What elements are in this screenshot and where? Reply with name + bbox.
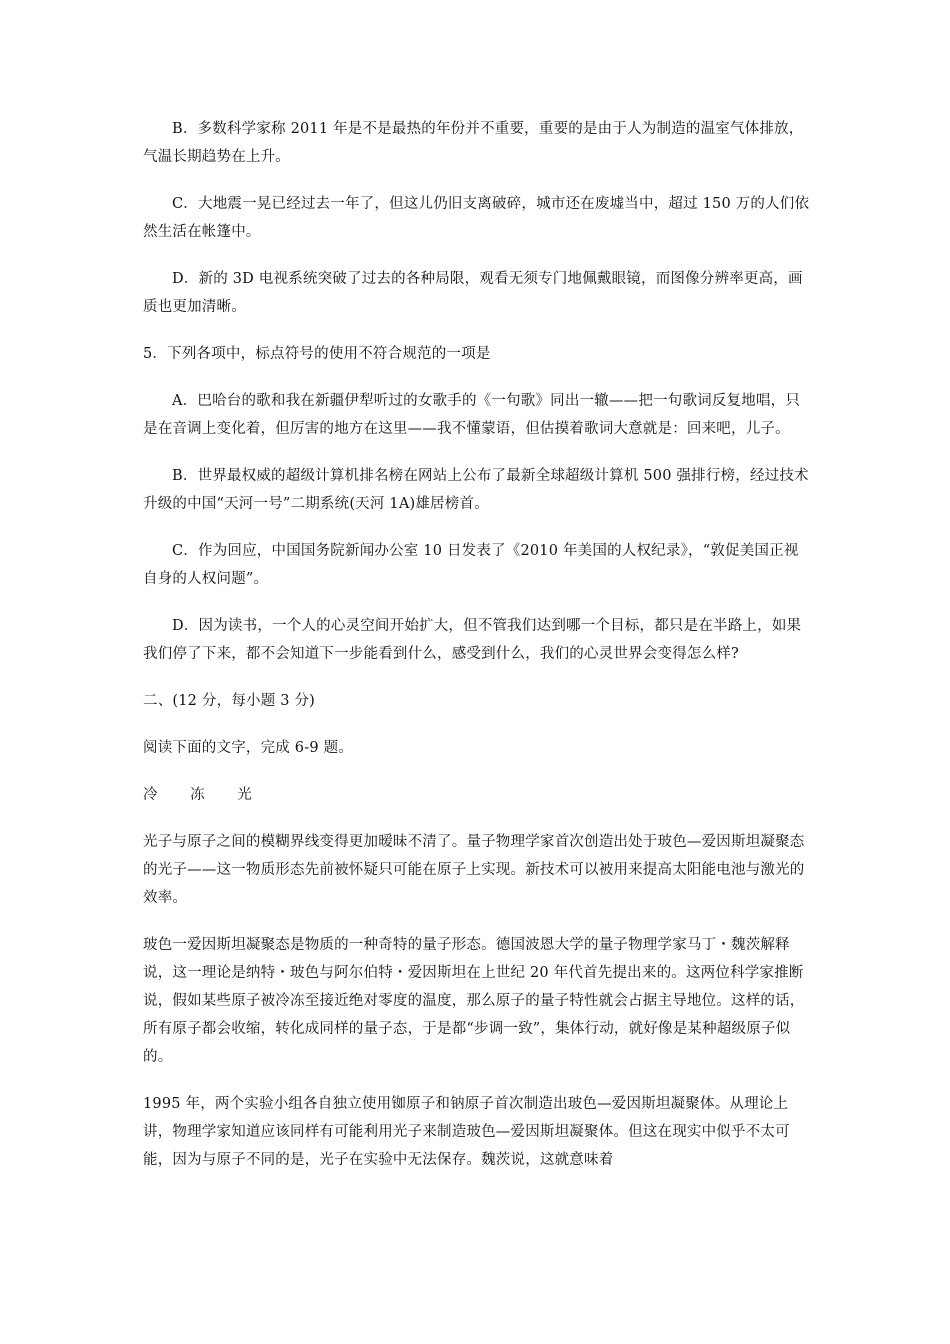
q5-option-a: A．巴哈台的歌和我在新疆伊犁听过的女歌手的《一句歌》同出一辙——把一句歌词反复地唱，只是在音调上变化着，但厉害的地方在这里——我不懂蒙语，但估摸着歌词大意就是：回来吧，儿子。 — [143, 393, 801, 437]
article-paragraph-1: 光子与原子之间的模糊界线变得更加暧昧不清了。量子物理学家首次创造出处于玻色—爱因斯坦凝聚态的光子——这一物质形态先前被怀疑只可能在原子上实现。新技术可以被用来提高太阳能电池与激光的效率。 — [143, 834, 805, 906]
q5-option-c: C．作为回应，中国国务院新闻办公室 10 日发表了《2010 年美国的人权纪录》，“敦促美国正视自身的人权问题”。 — [143, 543, 799, 587]
section-heading: 二、(12 分，每小题 3 分) — [143, 693, 316, 709]
q5-option-b: B．世界最权威的超级计算机排名榜在网站上公布了最新全球超级计算机 500 强排行榜，经过技术升级的中国“天河一号”二期系统(天河 1A)雄居榜首。 — [143, 468, 809, 512]
document-page — [143, 115, 810, 1174]
reading-instruction: 阅读下面的文字，完成 6-9 题。 — [143, 740, 353, 756]
q5-stem: 5．下列各项中，标点符号的使用不符合规范的一项是 — [143, 346, 491, 362]
article-title: 冷 冻 光 — [143, 787, 266, 803]
article-paragraph-3: 1995 年，两个实验小组各自独立使用铷原子和钠原子首次制造出玻色—爱因斯坦凝聚体。从理论上讲，物理学家知道应该同样有可能利用光子来制造玻色—爱因斯坦凝聚体。但这在现实中似乎不太可能，因为与原子不同的是，光子在实验中无法保存。魏茨说，这就意味着 — [143, 1096, 790, 1168]
q4-option-c: C．大地震一晃已经过去一年了，但这儿仍旧支离破碎，城市还在废墟当中，超过 150 万的人们依然生活在帐篷中。 — [143, 196, 810, 240]
q4-option-d: D．新的 3D 电视系统突破了过去的各种局限，观看无须专门地佩戴眼镜，而图像分辨率更高，画质也更加清晰。 — [143, 271, 803, 315]
article-paragraph-2: 玻色一爱因斯坦凝聚态是物质的一种奇特的量子形态。德国波恩大学的量子物理学家马丁・魏茨解释说，这一理论是纳特・玻色与阿尔伯特・爱因斯坦在上世纪 20 年代首先提出来的。这两位科学家推断说，假如某些原子被冷冻至接近绝对零度的温度，那么原子的量子特性就会占据主导地位。这样的话，所有原子都会收缩，转化成同样的量子态，于是都“步调一致”，集体行动，就好像是某种超级原子似的。 — [143, 937, 805, 1065]
q4-option-b: B．多数科学家称 2011 年是不是最热的年份并不重要，重要的是由于人为制造的温室气体排放，气温长期趋势在上升。 — [143, 121, 804, 165]
q5-option-d: D．因为读书，一个人的心灵空间开始扩大，但不管我们达到哪一个目标，都只是在半路上，如果我们停了下来，都不会知道下一步能看到什么，感受到什么，我们的心灵世界会变得怎么样? — [143, 618, 802, 662]
